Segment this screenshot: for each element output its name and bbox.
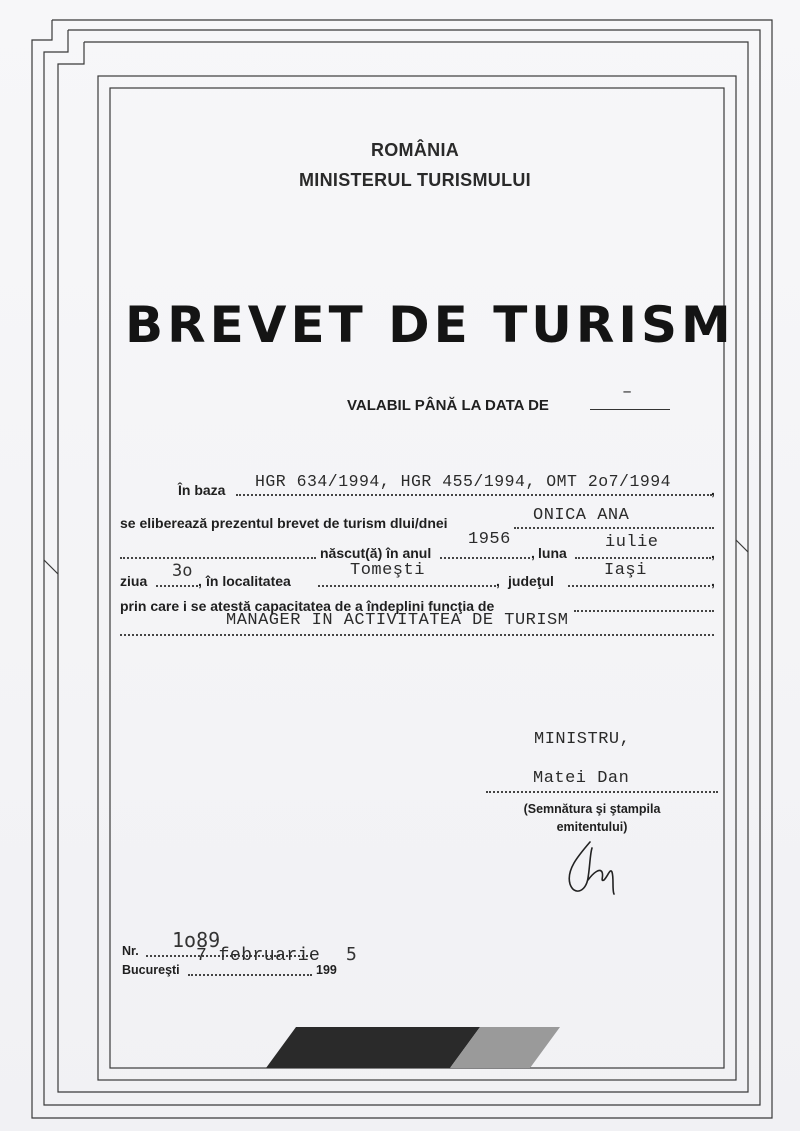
comma: , xyxy=(531,545,535,561)
nr-label: Nr. xyxy=(122,944,139,958)
city-label: Bucureşti xyxy=(122,963,180,977)
day-line xyxy=(156,585,198,587)
issue-date: 7 februarie xyxy=(196,946,321,966)
comma: , xyxy=(711,482,715,498)
basis-label: În baza xyxy=(178,482,226,498)
validity-line xyxy=(590,409,670,410)
birth-locality: Tomeşti xyxy=(350,561,425,580)
county-line xyxy=(568,585,710,587)
footer-stripe-dark xyxy=(266,1027,480,1068)
country-name: ROMÂNIA xyxy=(370,140,460,160)
year-line xyxy=(440,557,530,559)
locality-label: în localitatea xyxy=(206,573,291,589)
function-value: MANAGER IN ACTIVITATEA DE TURISM xyxy=(226,611,569,630)
document-title: BREVET DE TURISM xyxy=(125,296,735,354)
year-digit: 5 xyxy=(346,944,357,965)
birth-county: Iaşi xyxy=(604,561,647,580)
function-label: prin care i se atestă capacitatea de a îndeplini funcţia de xyxy=(120,598,495,614)
comma: , xyxy=(711,573,715,589)
signature-line xyxy=(486,791,718,793)
comma: , xyxy=(198,573,202,589)
holder-line xyxy=(514,527,714,529)
birth-day: 3o xyxy=(172,561,193,581)
comma: , xyxy=(711,545,715,561)
document-number: 1o89 xyxy=(172,928,221,952)
function-line xyxy=(574,610,714,612)
birth-month: iulie xyxy=(605,533,659,552)
signature-caption-2: emitentului) xyxy=(556,820,628,834)
locality-line xyxy=(318,585,496,587)
holder-line-2 xyxy=(120,557,316,559)
month-label: luna xyxy=(538,545,567,561)
date-line xyxy=(188,974,312,976)
signature-caption-1: (Semnătura şi ştampila xyxy=(523,802,661,816)
birth-year: 1956 xyxy=(468,530,511,549)
validity-label: VALABIL PÂNĂ LA DATA DE xyxy=(347,397,549,414)
validity-value: – xyxy=(622,383,633,402)
month-line xyxy=(575,557,711,559)
born-label: născut(ă) în anul xyxy=(320,545,432,561)
basis-line xyxy=(236,494,712,496)
signatory-role: MINISTRU, xyxy=(534,730,631,749)
basis-value: HGR 634/1994, HGR 455/1994, OMT 2o7/1994 xyxy=(255,472,672,491)
county-label: judeţul xyxy=(508,573,554,589)
comma: , xyxy=(496,573,500,589)
year-prefix: 199 xyxy=(316,963,337,977)
signatory-name: Matei Dan xyxy=(533,769,630,788)
ministry-name: MINISTERUL TURISMULUI xyxy=(299,170,531,190)
holder-name: ONICA ANA xyxy=(533,506,630,525)
day-label: ziua xyxy=(120,573,148,589)
issued-label: se eliberează prezentul brevet de turism dlui/dnei xyxy=(120,515,448,531)
handwritten-signature xyxy=(560,838,630,902)
function-value-line xyxy=(120,634,714,636)
